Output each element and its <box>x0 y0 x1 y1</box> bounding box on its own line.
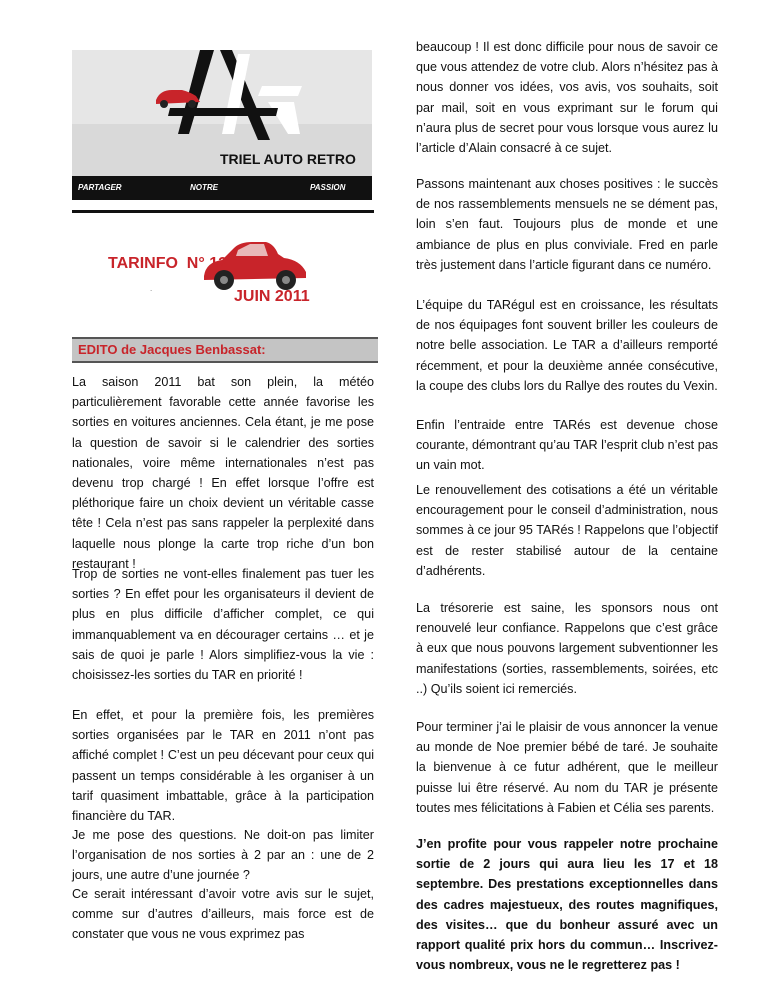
tagline-word-3: PASSION <box>310 183 346 192</box>
issue-date: JUIN 2011 <box>234 288 310 305</box>
right-paragraph-7: Pour terminer j’ai le plaisir de vous annoncer la venue au monde de Noe premier bébé de taré. Je souhaite la bienvenue à ce futur adhérent, que le meilleur puisse lui être réservé. Au nom du TAR je présente toutes mes félicitations à Fabien et Célia ses parents. <box>416 720 718 815</box>
tagline-word-2: NOTRE <box>190 183 218 192</box>
right-paragraph-2: Passons maintenant aux choses positives : le succès de nos rassemblements mensuels ne se dément pas, loin s’en faut. Toujours plus de monde et une ambiance de plus en plus conviviale. Fred en parle très justement dans l’article figurant dans ce numéro. <box>416 177 718 272</box>
logo-name: TRIEL AUTO RETRO <box>220 151 356 167</box>
left-paragraph-4: Je me pose des questions. Ne doit-on pas limiter l’organisation de nos sorties à 2 par an : une de 2 jours, une autre d’une journée ? <box>72 828 374 883</box>
issue-number: TARINFO N° 12 <box>108 255 227 272</box>
left-paragraph-5: Ce serait intéressant d’avoir votre avis sur le sujet, comme sur d’autres d’ailleurs, mais force est de constater que vous ne vous exprimez pas <box>72 887 374 942</box>
right-paragraph-1: beaucoup ! Il est donc difficile pour nous de savoir ce que vous attendez de votre club. Alors n’hésitez pas à nous donner vos idées, vos avis, vos souhaits, soit par mail, soit en vous exprimant sur le forum qui n’aura plus de secret pour vous lorsque vous aurez lu l’article d’Alain consacré à ce sujet. <box>416 40 718 156</box>
issue-dot: . <box>150 284 153 293</box>
club-logo <box>72 50 372 200</box>
left-paragraph-3: En effet, et pour la première fois, les premières sorties organisées par le TAR en 2011 n’ont pas affiché complet ! C’est un peu décevant pour ceux qui passent un temps considérable à les organiser à un tarif quasiment imbattable, grâce à la participation financière du TAR. <box>72 708 374 824</box>
tagline-word-1: PARTAGER <box>78 183 122 192</box>
logo-graphic <box>72 50 372 200</box>
right-paragraph-3: L’équipe du TARégul est en croissance, les résultats de nos équipages font souvent briller les couleurs de notre belle association. Le TAR a d’ailleurs remporté récemment, et pour la deuxième année consécutive, la coupe des clubs lors du Rallye des routes du Vexin. <box>416 298 718 393</box>
header-rule <box>72 210 374 213</box>
left-paragraph-1: La saison 2011 bat son plein, la météo particulièrement favorable cette année favorise les sorties en voitures anciennes. Cela étant, je me pose la question de savoir si le calendrier des sorties nationales, voire même internationales n’est pas devenu trop chargé ! En effet lorsque l’offre est pléthorique faire un choix devient un véritable casse tête ! Cela n’est pas sans rappeler la perplexité dans laquelle nous plonge la carte trop riche d’un bon restaurant ! <box>72 375 374 571</box>
right-paragraph-8: J’en profite pour vous rappeler notre prochaine sortie de 2 jours qui aura lieu les 17 et 18 septembre. Des prestations exceptionnelles dans des cadres majestueux, des routes magnifiques, des visites… que du bonheur assuré avec un rapport qualité prix hors du commun… Inscrivez-vous nombreux, vous ne le regretterez pas ! <box>416 837 718 973</box>
left-paragraph-2: Trop de sorties ne vont-elles finalement pas tuer les sorties ? En effet pour les organisateurs il devient de plus en plus difficile d’afficher complet, ce qui immanquablement va en décourager certains … et je sais de quoi je parle ! Alors simplifiez-vous la vie : choisissez-les sorties du TAR en priorité ! <box>72 567 374 683</box>
right-paragraph-6: La trésorerie est saine, les sponsors nous ont renouvelé leur confiance. Rappelons que c’est grâce à eux que nous pouvons largement subventionner les manifestations (sorties, rassemblements, soirées, etc ..) Qu’ils soient ici remerciés. <box>416 601 718 696</box>
right-paragraph-4: Enfin l’entraide entre TARés est devenue chose courante, démontrant qu’au TAR l’esprit club n’est pas un vain mot. <box>416 418 718 473</box>
edito-heading: EDITO de Jacques Benbassat: <box>72 337 378 363</box>
right-paragraph-5: Le renouvellement des cotisations a été un véritable encouragement pour le conseil d’administration, nous sommes à ce jour 95 TARés ! Rappelons que l’objectif est de rester stabilisé autour de la centaine d’adhérents. <box>416 483 718 578</box>
